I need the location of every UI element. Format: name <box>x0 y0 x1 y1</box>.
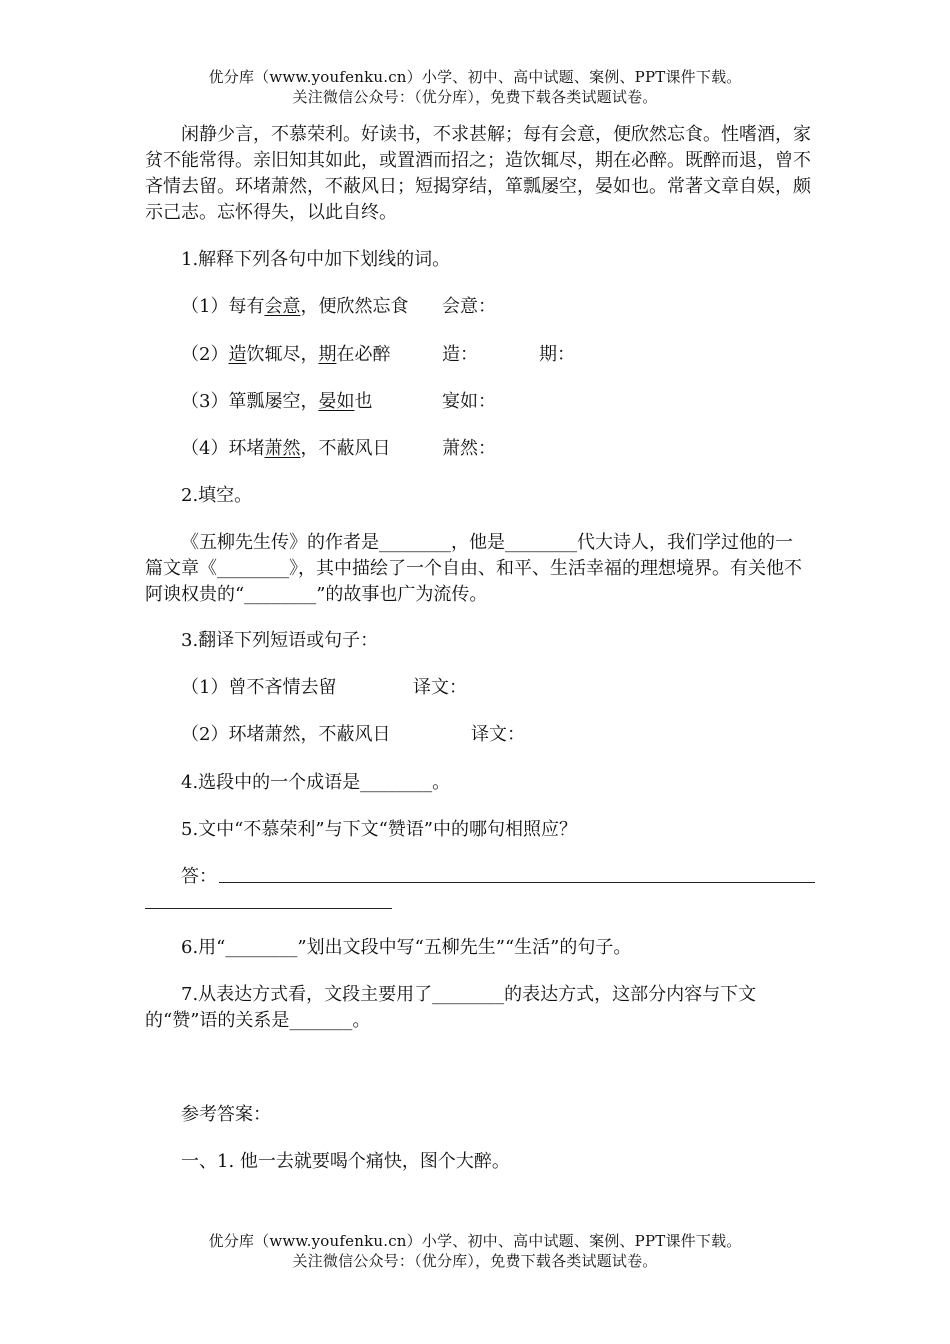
page-footer <box>0 1231 950 1271</box>
q1-item-1-num: （1） <box>181 296 229 317</box>
q6-title: 6.用“________”划出文段中写“五柳先生”“生活”的句子。 <box>181 937 632 958</box>
q1-item-4-label: 萧然： <box>442 438 496 459</box>
q1-item-1-text-a: 每有 <box>228 296 265 317</box>
q1-item-2-underlined-2: 期 <box>318 344 337 365</box>
q3-item-1-label: 译文： <box>413 677 467 698</box>
q5-title: 5.文中“不慕荣利”与下文“赞语”中的哪句相照应？ <box>181 819 577 840</box>
q3-item-1 <box>181 675 336 701</box>
q3-item-2-text: 环堵萧然，不蔽风日 <box>228 724 391 745</box>
q3-title: 3.翻译下列短语或句子： <box>181 630 379 651</box>
q4-title: 4.选段中的一个成语是________。 <box>181 772 451 793</box>
q1-item-4-text-a: 环堵 <box>228 438 265 459</box>
q1-title: 1.解释下列各句中加下划线的词。 <box>181 249 451 270</box>
q3-item-2 <box>181 722 390 748</box>
answers-first: 一、1. 他一去就要喝个痛快，图个大醉。 <box>181 1151 510 1172</box>
q1-item-2-text-b: 在必醉 <box>336 344 391 365</box>
q7-text: 7.从表达方式看，文段主要用了________的表达方式，这部分内容与下文的“赞”语的关系是_______。 <box>145 984 757 1031</box>
q1-item-2-label-1: 造： <box>442 344 478 365</box>
footer-line-1: 优分库（www.youfenku.cn）小学、初中、高中试题、案例、PPT课件下载。 <box>208 1232 742 1250</box>
q1-item-3-num: （3） <box>181 391 229 412</box>
q3-item-1-num: （1） <box>181 677 229 698</box>
q1-item-3-underlined: 晏如 <box>318 391 355 412</box>
q3-item-2-label: 译文： <box>471 724 525 745</box>
q3-item-1-text: 曾不吝情去留 <box>228 677 337 698</box>
q3-item-2-num: （2） <box>181 724 229 745</box>
q1-item-4-underlined: 萧然 <box>264 438 301 459</box>
q1-item-2-label-2: 期： <box>539 344 575 365</box>
q1-item-2-underlined-1: 造 <box>228 344 247 365</box>
footer-line-2: 关注微信公众号：（优分库），免费下载各类试题试卷。 <box>292 1252 658 1270</box>
header-line-2: 关注微信公众号：（优分库），免费下载各类试题试卷。 <box>292 88 658 106</box>
header-line-1: 优分库（www.youfenku.cn）小学、初中、高中试题、案例、PPT课件下载。 <box>208 68 742 86</box>
q1-item-4-text-b: ，不蔽风日 <box>300 438 391 459</box>
q1-item-4-num: （4） <box>181 438 229 459</box>
q1-item-1-text-b: ，便欣然忘食 <box>300 296 409 317</box>
passage-text: 闲静少言，不慕荣利。好读书，不求甚解；每有会意，便欣然忘食。性嗜酒，家贫不能常得。亲旧知其如此，或置酒而招之；造饮辄尽，期在必醉。既醉而退，曾不吝情去留。环堵萧然，不蔽风日；短揭穿结，箪瓢屡空，晏如也。常著文章自娱，颇示己志。忘怀得失，以此自终。 <box>145 124 811 223</box>
page-header <box>0 67 950 107</box>
q2-title: 2.填空。 <box>181 485 253 506</box>
q2-text: 《五柳先生传》的作者是________，他是________代大诗人，我们学过他的一篇文章《________》，其中描绘了一个自由、和平、生活幸福的理想境界。有关他不阿谀权贵的“________”的故事也广为流传。 <box>145 532 802 605</box>
q1-item-2 <box>181 342 390 368</box>
q1-item-2-num: （2） <box>181 344 229 365</box>
q5-answer-line-2[interactable] <box>145 908 392 909</box>
q1-item-4 <box>181 436 390 462</box>
q5-answer-label: 答： <box>181 866 217 887</box>
q1-item-3-label: 宴如： <box>442 391 496 412</box>
q5-answer-line-1[interactable] <box>219 882 815 883</box>
q1-item-1 <box>181 294 408 320</box>
document-body <box>145 122 815 1172</box>
answers-title: 参考答案： <box>181 1104 271 1125</box>
q1-item-1-label: 会意： <box>442 296 496 317</box>
q1-item-3-text-a: 箪瓢屡空， <box>228 391 319 412</box>
q1-item-3 <box>181 389 372 415</box>
q1-item-3-text-b: 也 <box>354 391 373 412</box>
q1-item-2-text-a: 饮辄尽， <box>246 344 319 365</box>
q1-item-1-underlined: 会意 <box>264 296 301 317</box>
